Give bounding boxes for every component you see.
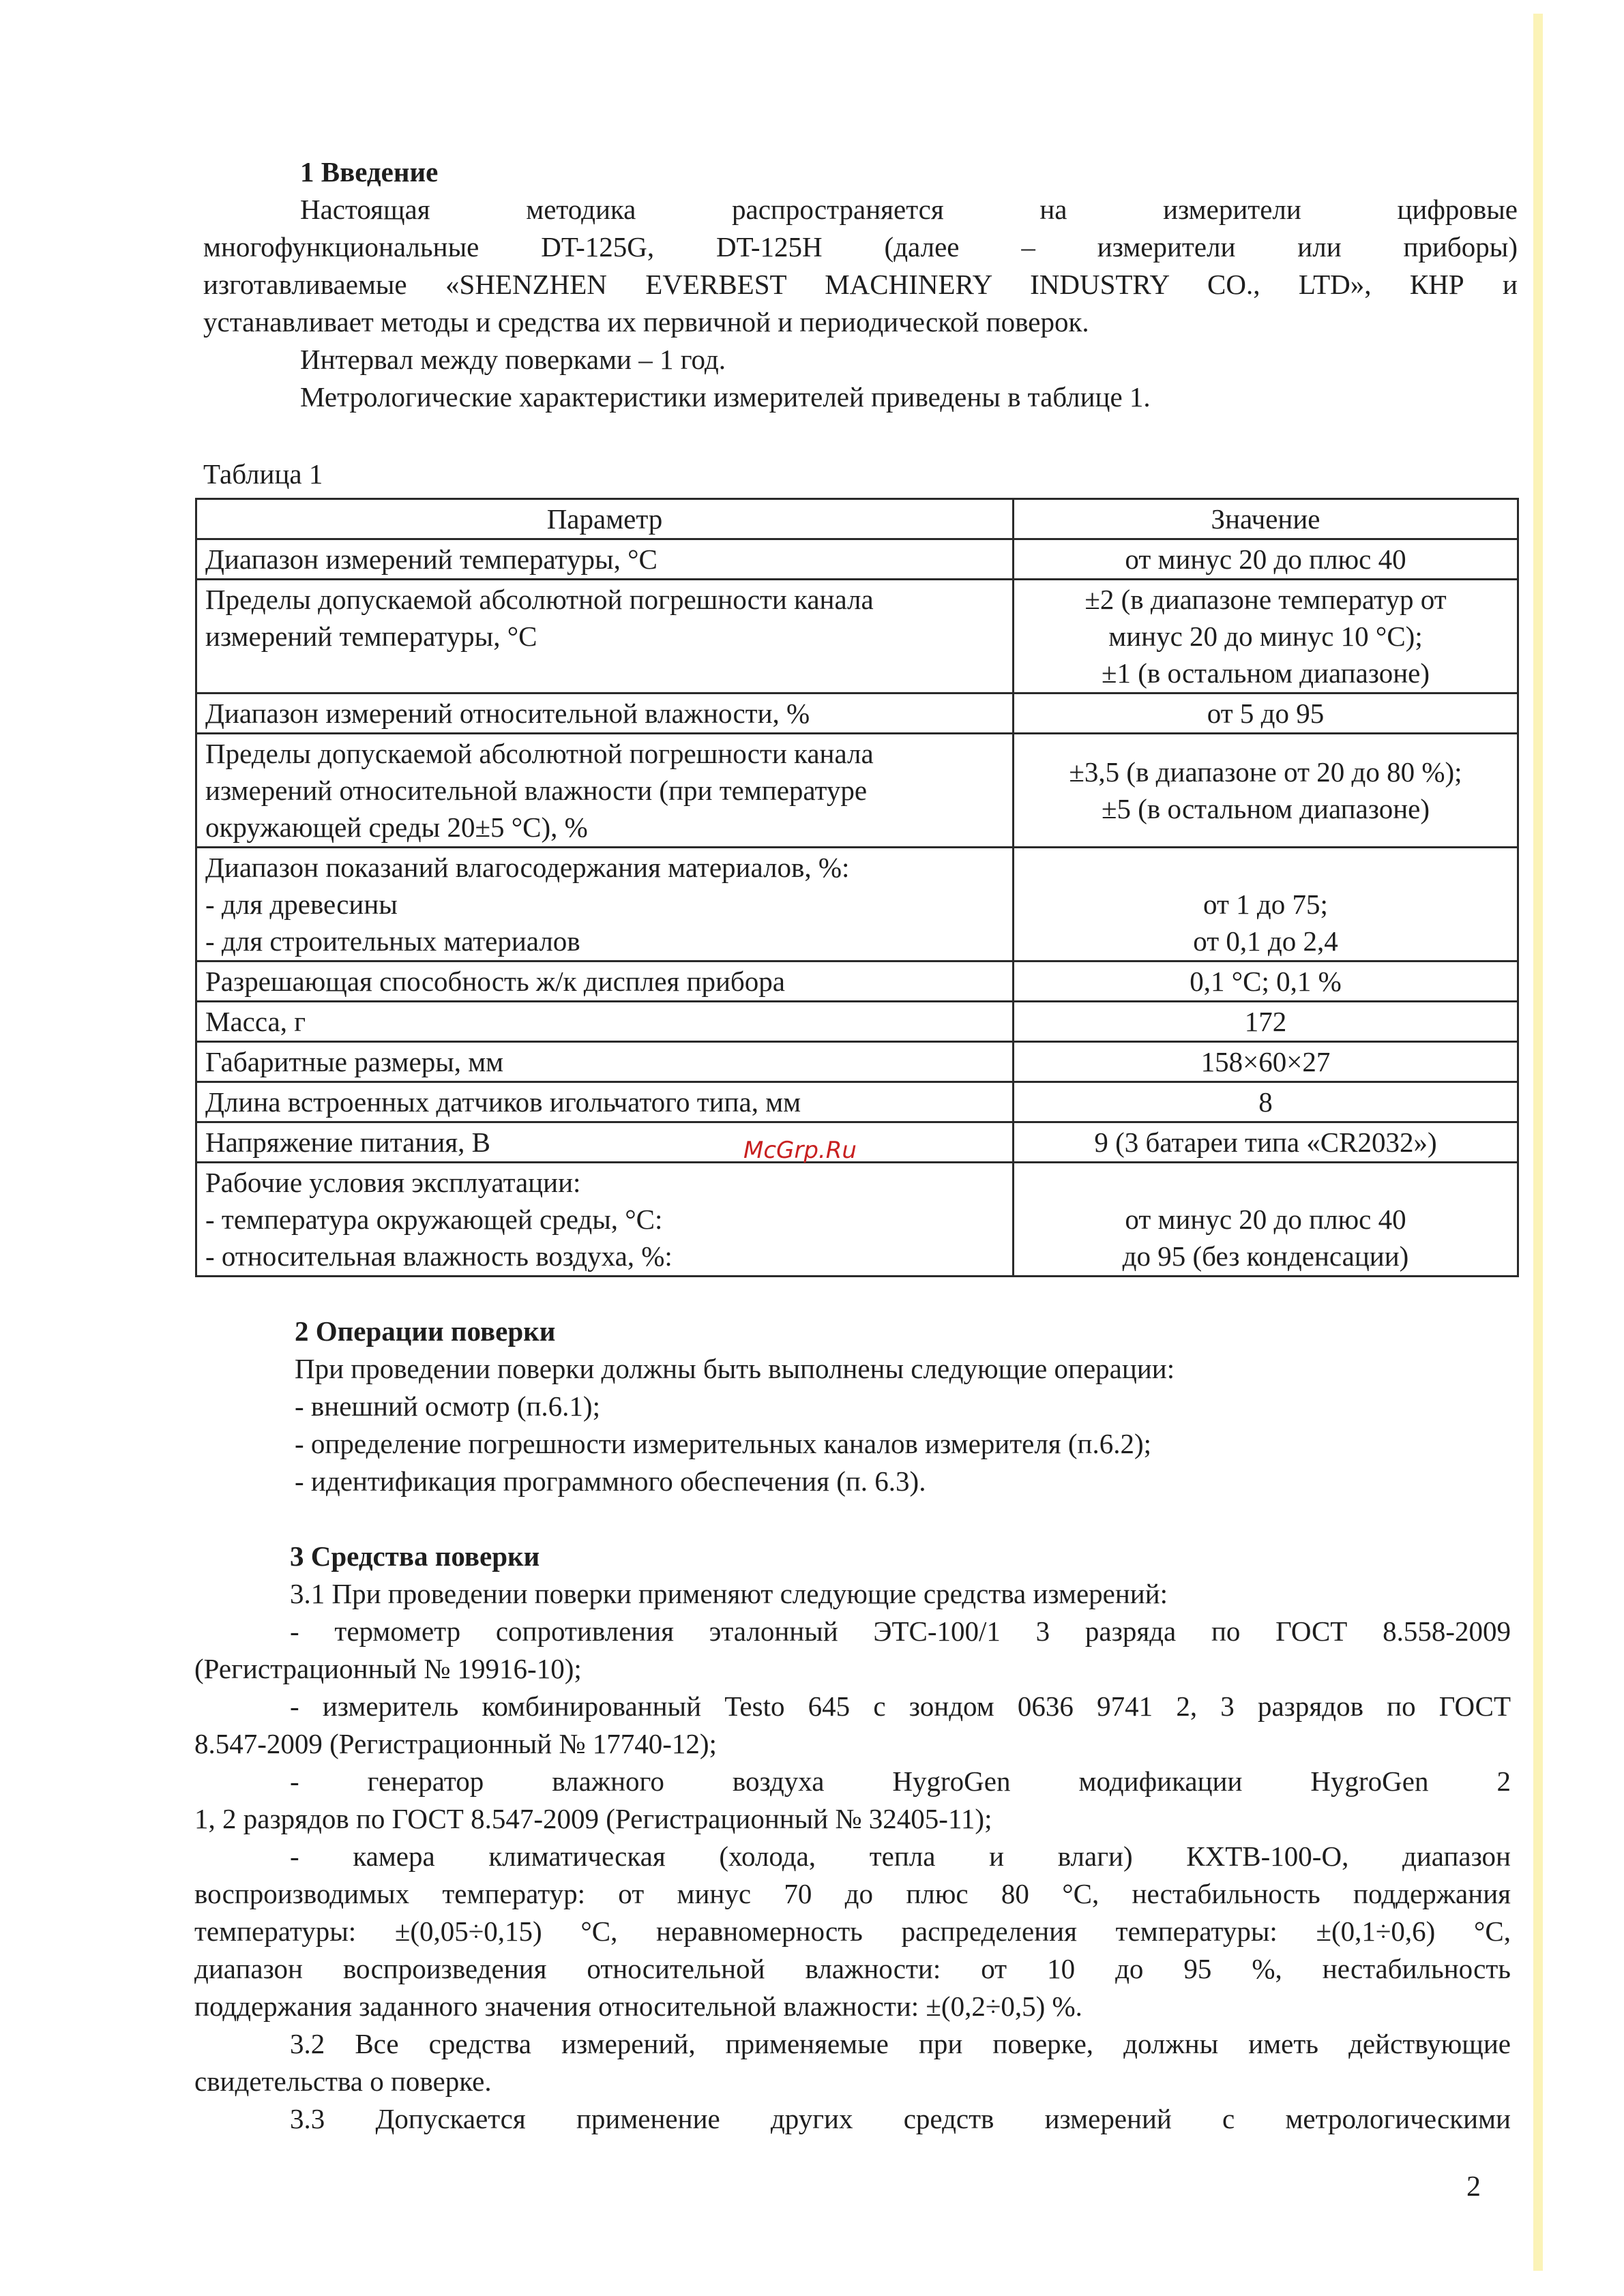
param-cell: Напряжение питания, В [196, 1122, 1014, 1163]
table-header-value: Значение [1014, 499, 1518, 539]
value-cell: от минус 20 до плюс 40 [1014, 539, 1518, 580]
means-line-6: - генератор влажного воздуха HygroGen модификации HygroGen 2 [290, 1765, 1511, 1797]
param-cell: Рабочие условия эксплуатации: - температура окружающей среды, °С: - относительная влажность воздуха, %: [196, 1163, 1014, 1277]
value-cell: 8 [1014, 1082, 1518, 1122]
intro-line-2: многофункциональные DT-125G, DT-125H (далее – измерители или приборы) [203, 231, 1518, 263]
param-cell: Габаритные размеры, мм [196, 1042, 1014, 1082]
param-cell: Пределы допускаемой абсолютной погрешности канала измерений относительной влажности (при температуре окружающей среды 20±5 °С), % [196, 734, 1014, 848]
value-cell: ±3,5 (в диапазоне от 20 до 80 %); ±5 (в остальном диапазоне) [1014, 734, 1518, 848]
means-line-11: диапазон воспроизведения относительной влажности: от 10 до 95 %, нестабильность [194, 1953, 1511, 1984]
param-cell: Разрешающая способность ж/к дисплея прибора [196, 961, 1014, 1002]
param-cell: Длина встроенных датчиков игольчатого типа, мм [196, 1082, 1014, 1122]
intro-line-3: изготавливаемые «SHENZHEN EVERBEST MACHINERY INDUSTRY CO., LTD», КНР и [203, 269, 1518, 300]
param-cell: Масса, г [196, 1002, 1014, 1042]
param-cell: Диапазон показаний влагосодержания материалов, %: - для древесины - для строительных материалов [196, 848, 1014, 961]
means-line-14: свидетельства о поверке. [194, 2066, 492, 2097]
value-cell: от 1 до 75; от 0,1 до 2,4 [1014, 848, 1518, 961]
value-cell: 0,1 °С; 0,1 % [1014, 961, 1518, 1002]
intro-line-4: устанавливает методы и средства их первичной и периодической поверок. [203, 306, 1089, 338]
param-cell: Диапазон измерений относительной влажности, % [196, 694, 1014, 734]
means-line-10: температуры: ±(0,05÷0,15) °С, неравномерность распределения температуры: ±(0,1÷0,6) °С, [194, 1915, 1511, 1947]
value-cell: 172 [1014, 1002, 1518, 1042]
operations-line-4: - идентификация программного обеспечения (п. 6.3). [295, 1465, 926, 1497]
value-cell: ±2 (в диапазоне температур от минус 20 до минус 10 °С); ±1 (в остальном диапазоне) [1014, 580, 1518, 694]
table-row [196, 539, 1518, 580]
param-cell: Пределы допускаемой абсолютной погрешности канала измерений температуры, °С [196, 580, 1014, 694]
means-line-4: - измеритель комбинированный Testo 645 с зондом 0636 9741 2, 3 разрядов по ГОСТ [290, 1690, 1511, 1722]
watermark: McGrp.Ru [743, 1137, 857, 1164]
table-row [196, 1082, 1518, 1122]
table-row [196, 694, 1518, 734]
operations-line-1: При проведении поверки должны быть выполнены следующие операции: [295, 1353, 1175, 1384]
table-row [196, 580, 1518, 694]
param-cell: Диапазон измерений температуры, °С [196, 539, 1014, 580]
value-cell: от минус 20 до плюс 40 до 95 (без конденсации) [1014, 1163, 1518, 1277]
table-row [196, 848, 1518, 961]
characteristics-table [195, 498, 1519, 1277]
intro-line-5: Интервал между поверками – 1 год. [300, 344, 726, 375]
table-row [196, 1163, 1518, 1277]
table-header-row [196, 499, 1518, 539]
table-row [196, 1042, 1518, 1082]
means-line-13: 3.2 Все средства измерений, применяемые при поверке, должны иметь действующие [290, 2028, 1511, 2059]
intro-line-1: Настоящая методика распространяется на измерители цифровые [300, 194, 1518, 225]
intro-line-6: Метрологические характеристики измерителей приведены в таблице 1. [300, 381, 1151, 413]
value-cell: от 5 до 95 [1014, 694, 1518, 734]
means-line-8: - камера климатическая (холода, тепла и влаги) КХТВ-100-О, диапазон [290, 1840, 1511, 1872]
operations-line-2: - внешний осмотр (п.6.1); [295, 1390, 600, 1422]
section-1-heading: 1 Введение [300, 156, 439, 188]
operations-line-3: - определение погрешности измерительных каналов измерителя (п.6.2); [295, 1428, 1152, 1459]
page-number: 2 [1466, 2171, 1481, 2203]
table-row [196, 961, 1518, 1002]
section-3-heading: 3 Средства поверки [290, 1540, 540, 1572]
means-line-9: воспроизводимых температур: от минус 70 до плюс 80 °С, нестабильность поддержания [194, 1878, 1511, 1909]
means-line-2: - термометр сопротивления эталонный ЭТС-100/1 3 разряда по ГОСТ 8.558-2009 [290, 1615, 1511, 1647]
table-caption: Таблица 1 [203, 458, 323, 490]
table-row [196, 1122, 1518, 1163]
means-line-15: 3.3 Допускается применение других средств измерений с метрологическими [290, 2103, 1511, 2134]
section-2-heading: 2 Операции поверки [295, 1315, 556, 1347]
value-cell: 158×60×27 [1014, 1042, 1518, 1082]
value-cell: 9 (3 батареи типа «CR2032») [1014, 1122, 1518, 1163]
table-header-param: Параметр [196, 499, 1014, 539]
means-line-3: (Регистрационный № 19916-10); [194, 1653, 582, 1684]
table-row [196, 734, 1518, 848]
means-line-1: 3.1 При проведении поверки применяют следующие средства измерений: [290, 1578, 1168, 1609]
means-line-7: 1, 2 разрядов по ГОСТ 8.547-2009 (Регистрационный № 32405-11); [194, 1803, 992, 1834]
means-line-12: поддержания заданного значения относительной влажности: ±(0,2÷0,5) %. [194, 1991, 1082, 2022]
means-line-5: 8.547-2009 (Регистрационный № 17740-12); [194, 1728, 717, 1759]
table-row [196, 1002, 1518, 1042]
page-edge-highlight [1533, 14, 1543, 2271]
